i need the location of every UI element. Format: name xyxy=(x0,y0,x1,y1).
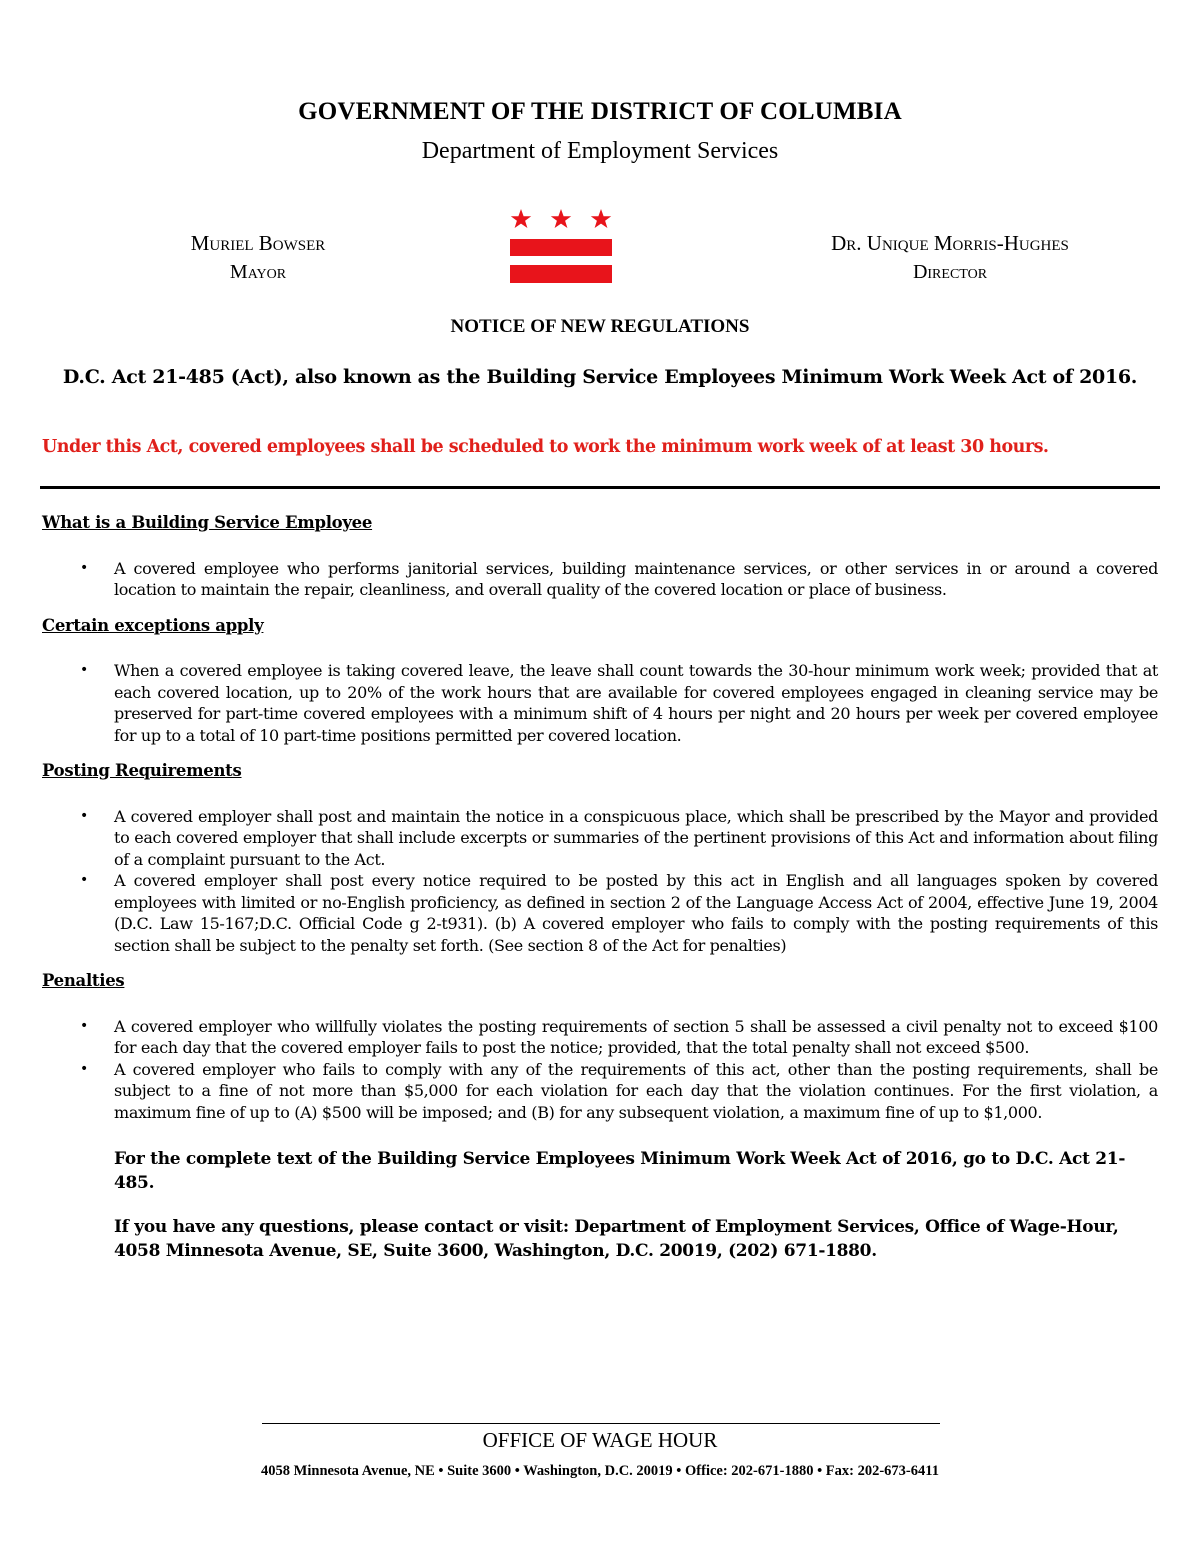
bullet-text: When a covered employee is taking covered leave, the leave shall count towards the 30-hour minimum work week; provided that at each covered location, up to 20% of the work hours that are available for covered employees engaged in cleaning service may be preserved for part-time covered employees with a minimum shift of 4 hours per night and 20 hours per week per covered employee for up to a total of 10 part-time positions permitted per covered location. xyxy=(114,661,1158,745)
closing-notes xyxy=(42,1147,1158,1263)
bullet-icon: • xyxy=(80,1017,88,1034)
bullet-text: A covered employer who fails to comply with any of the requirements of this act, other than the posting requirements, shall be subject to a fine of not more than $5,000 for each violation for each day that the violation continues. For the first violation, a maximum fine of up to (A) $500 will be imposed; and (B) for any subsequent violation, a maximum fine of up to $1,000. xyxy=(114,1059,1158,1122)
contact-information: If you have any questions, please contact or visit: Department of Employment Services, Office of Wage-Hour, 4058 Minnesota Avenue, SE, Suite 3600, Washington, D.C. 20019, (202) 671-1880. xyxy=(114,1217,1119,1261)
director-title: Director xyxy=(912,261,988,283)
list-item xyxy=(42,1016,1158,1059)
bullet-icon: • xyxy=(80,807,88,824)
section-heading: Posting Requirements xyxy=(42,761,242,780)
section-building-service-employee xyxy=(42,512,1158,601)
section-exceptions xyxy=(42,615,1158,747)
bullet-list xyxy=(42,806,1158,957)
bullet-list xyxy=(42,558,1158,601)
mayor-block xyxy=(158,229,358,287)
section-heading: What is a Building Service Employee xyxy=(42,513,373,532)
header-divider xyxy=(40,486,1160,489)
director-name: Dr. Unique Morris-Hughes xyxy=(831,231,1069,255)
list-item xyxy=(42,558,1158,601)
department-name: Department of Employment Services xyxy=(421,138,779,164)
footer-divider xyxy=(262,1423,940,1424)
flag-star-3 xyxy=(591,209,611,228)
mayor-title: Mayor xyxy=(229,261,287,283)
footer-address: 4058 Minnesota Avenue, NE • Suite 3600 • Washington, D.C. 20019 • Office: 202-671-1880 • Fax: 202-673-6411 xyxy=(261,1463,939,1479)
flag-bar-2 xyxy=(510,265,612,283)
bullet-text: A covered employee who performs janitorial services, building maintenance services, or other services in or around a covered location to maintain the repair, cleanliness, and overall quality of the covered location or place of business. xyxy=(114,558,1158,599)
notice-heading: NOTICE OF NEW REGULATIONS xyxy=(450,316,750,337)
notice-body xyxy=(42,512,1158,1283)
flag-star-1 xyxy=(511,209,531,228)
bullet-text: A covered employer shall post every notice required to be posted by this act in English and all languages spoken by covered employees with limited or no-English proficiency, as defined in section 2 of the Language Access Act of 2004, effective June 19, 2004 (D.C. Law 15-167;D.C. Official Code g 2-t931). (b) A covered employer who fails to comply with the posting requirements of this section shall be subject to the penalty set forth. (See section 8 of the Act for penalties) xyxy=(114,871,1158,955)
flag-bar-1 xyxy=(510,239,612,256)
mayor-name: Muriel Bowser xyxy=(190,231,326,255)
act-title: D.C. Act 21-485 (Act), also known as the Building Service Employees Minimum Work Week Act of 2016. xyxy=(62,366,1138,388)
director-block xyxy=(760,229,1140,287)
bullet-list xyxy=(42,660,1158,746)
bullet-text: A covered employer who willfully violates the posting requirements of section 5 shall be assessed a civil penalty not to exceed $100 for each day that the covered employer fails to post the notice; provided, that the total penalty shall not exceed $500. xyxy=(114,1016,1158,1057)
list-item xyxy=(42,806,1158,871)
government-title: GOVERNMENT OF THE DISTRICT OF COLUMBIA xyxy=(298,98,902,125)
bullet-icon: • xyxy=(80,559,88,576)
dc-flag-icon xyxy=(510,208,612,286)
footer-office-name: OFFICE OF WAGE HOUR xyxy=(482,1428,718,1452)
section-penalties xyxy=(42,970,1158,1123)
list-item xyxy=(42,870,1158,956)
full-text-reference: For the complete text of the Building Service Employees Minimum Work Week Act of 2016, go to D.C. Act 21-485. xyxy=(114,1149,1126,1193)
section-heading: Penalties xyxy=(42,971,125,990)
section-heading: Certain exceptions apply xyxy=(42,615,264,635)
flag-star-2 xyxy=(551,209,571,228)
bullet-icon: • xyxy=(80,1060,88,1077)
bullet-icon: • xyxy=(80,662,88,678)
list-item xyxy=(42,1059,1158,1124)
bullet-text: A covered employer shall post and maintain the notice in a conspicuous place, which shall be prescribed by the Mayor and provided to each covered employer that shall include excerpts or summaries of the pertinent provisions of this Act and information about filing of a complaint pursuant to the Act. xyxy=(114,806,1158,869)
minimum-hours-highlight: Under this Act, covered employees shall be scheduled to work the minimum work week of at least 30 hours. xyxy=(42,437,1049,457)
list-item xyxy=(42,660,1158,746)
bullet-icon: • xyxy=(80,872,88,888)
bullet-list xyxy=(42,1016,1158,1124)
section-posting-requirements xyxy=(42,760,1158,956)
